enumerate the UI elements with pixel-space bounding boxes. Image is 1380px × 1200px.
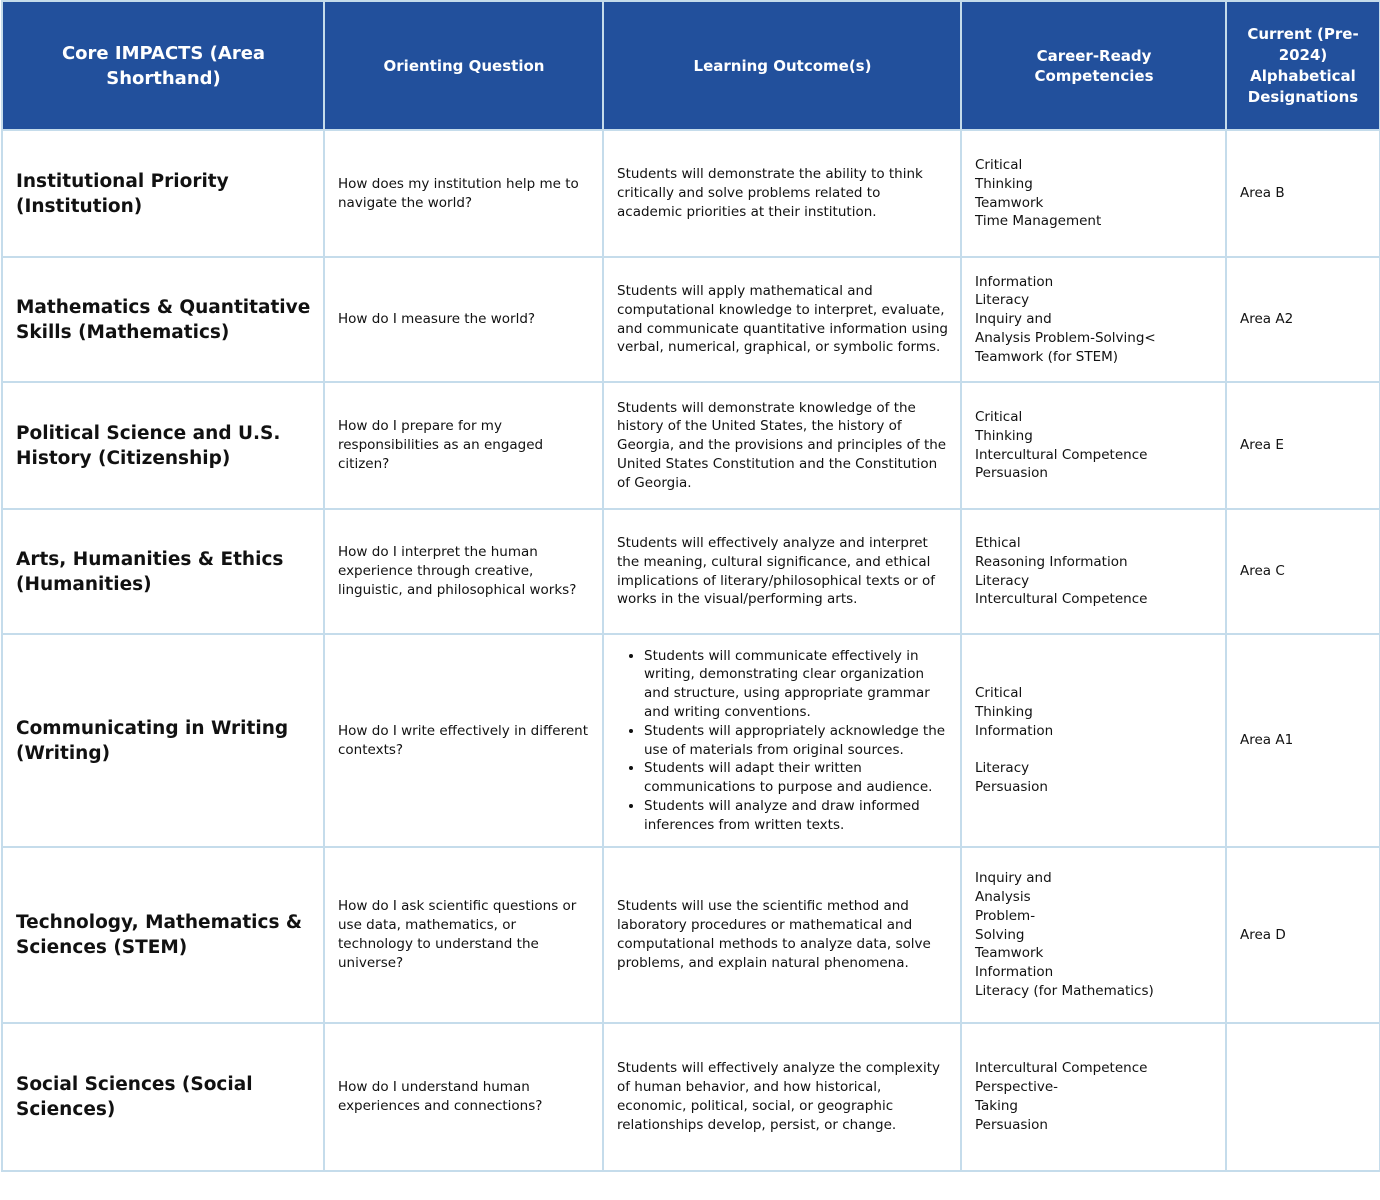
outcome-bullet: • Students will adapt their written communications to purpose and audience.: [644, 759, 948, 797]
competency-line: Ethical: [975, 534, 1021, 551]
competency-line: Solving: [975, 926, 1025, 943]
orienting-question: How does my institution help me to navigate the world?: [324, 130, 603, 257]
orienting-question: How do I interpret the human experience through creative, linguistic, and philosophical works?: [324, 509, 603, 634]
competency-line: Thinking: [975, 427, 1033, 444]
area-name: Mathematics & Quantitative Skills (Mathematics): [2, 257, 324, 382]
learning-outcome: Students will demonstrate knowledge of the history of the United States, the history of Georgia, and the provisions and principles of the United States Constitution and the Constitution of Georgia.: [603, 382, 961, 509]
orienting-question: How do I prepare for my responsibilities as an engaged citizen?: [324, 382, 603, 509]
competency-line: Literacy: [975, 760, 1030, 777]
table-row: [2, 130, 1380, 257]
competency-line: Information: [975, 722, 1054, 739]
competencies: [961, 257, 1226, 382]
competency-line: Critical: [975, 156, 1023, 173]
competency-line: Critical: [975, 408, 1023, 425]
outcome-bullet: • Students will appropriately acknowledge the use of materials from original sources.: [644, 722, 948, 760]
competency-line: Teamwork (for STEM): [975, 348, 1119, 365]
competency-line: Time Management: [975, 213, 1102, 230]
orienting-question: How do I understand human experiences and connections?: [324, 1023, 603, 1171]
orienting-question: How do I measure the world?: [324, 257, 603, 382]
competency-line: Intercultural Competence: [975, 591, 1148, 608]
outcome-bullet: • Students will communicate effectively in writing, demonstrating clear organization and structure, using appropriate grammar and writing conventions.: [644, 647, 948, 722]
learning-outcome: Students will use the scientific method and laboratory procedures or mathematical and computational methods to analyze data, solve problems, and explain natural phenomena.: [603, 847, 961, 1023]
competency-line: Inquiry and: [975, 870, 1052, 887]
competencies: [961, 130, 1226, 257]
competency-line: Intercultural Competence: [975, 446, 1148, 463]
area-name: Technology, Mathematics & Sciences (STEM): [2, 847, 324, 1023]
learning-outcome: [603, 634, 961, 847]
orienting-question: How do I ask scientific questions or use data, mathematics, or technology to understand the universe?: [324, 847, 603, 1023]
competency-line: Persuasion: [975, 465, 1048, 482]
header-outcome: Learning Outcome(s): [603, 1, 961, 130]
area-name: Arts, Humanities & Ethics (Humanities): [2, 509, 324, 634]
table-row: [2, 1023, 1380, 1171]
competency-line: Persuasion: [975, 779, 1048, 796]
competency-line: Problem-: [975, 907, 1036, 924]
designation: Area B: [1226, 130, 1380, 257]
competency-line: Thinking: [975, 703, 1033, 720]
competency-line: Perspective-: [975, 1079, 1059, 1096]
header-competencies: Career-Ready Competencies: [961, 1, 1226, 130]
competency-line: Reasoning Information: [975, 553, 1128, 570]
competencies: [961, 1023, 1226, 1171]
competency-line: Critical: [975, 685, 1023, 702]
designation: [1226, 1023, 1380, 1171]
competency-line: Thinking: [975, 175, 1033, 192]
outcome-bullet: • Students will analyze and draw informed inferences from written texts.: [644, 797, 948, 835]
learning-outcome: Students will effectively analyze and interpret the meaning, cultural significance, and ethical implications of literary/philosophical texts or of works in the visual/performing arts.: [603, 509, 961, 634]
designation: Area E: [1226, 382, 1380, 509]
competency-line: Literacy: [975, 292, 1030, 309]
learning-outcome: Students will effectively analyze the complexity of human behavior, and how historical, economic, political, social, or geographic relationships develop, persist, or change.: [603, 1023, 961, 1171]
competencies: [961, 847, 1226, 1023]
table-row: [2, 847, 1380, 1023]
competency-line: Intercultural Competence: [975, 1060, 1148, 1077]
table-row: [2, 634, 1380, 847]
designation: Area A2: [1226, 257, 1380, 382]
table-row: [2, 257, 1380, 382]
header-area: Core IMPACTS (Area Shorthand): [2, 1, 324, 130]
competency-line: [975, 741, 1213, 760]
table-row: [2, 509, 1380, 634]
header-row: [2, 1, 1380, 130]
orienting-question: How do I write effectively in different contexts?: [324, 634, 603, 847]
core-impacts-table: [1, 0, 1380, 1172]
designation: Area C: [1226, 509, 1380, 634]
competencies: [961, 509, 1226, 634]
competency-line: Analysis Problem-Solving<: [975, 329, 1156, 346]
competency-line: Taking: [975, 1098, 1018, 1114]
learning-outcome: Students will apply mathematical and computational knowledge to interpret, evaluate, and communicate quantitative information using verbal, numerical, graphical, or symbolic forms.: [603, 257, 961, 382]
competency-line: Teamwork: [975, 194, 1044, 211]
outcome-list: [617, 647, 948, 835]
competency-line: Information: [975, 273, 1054, 290]
competency-line: Analysis: [975, 889, 1031, 905]
area-name: Social Sciences (Social Sciences): [2, 1023, 324, 1171]
competency-line: Information: [975, 964, 1054, 981]
competency-line: Literacy (for Mathematics): [975, 982, 1154, 999]
competency-line: Persuasion: [975, 1116, 1048, 1133]
competencies: [961, 634, 1226, 847]
table-row: [2, 382, 1380, 509]
learning-outcome: Students will demonstrate the ability to think critically and solve problems related to academic priorities at their institution.: [603, 130, 961, 257]
designation: Area D: [1226, 847, 1380, 1023]
header-designation: Current (Pre-2024) Alphabetical Designations: [1226, 1, 1380, 130]
competency-line: Literacy: [975, 572, 1030, 589]
competency-line: Inquiry and: [975, 311, 1052, 328]
area-name: Institutional Priority (Institution): [2, 130, 324, 257]
area-name: Communicating in Writing (Writing): [2, 634, 324, 847]
header-question: Orienting Question: [324, 1, 603, 130]
competencies: [961, 382, 1226, 509]
designation: Area A1: [1226, 634, 1380, 847]
competency-line: Teamwork: [975, 945, 1044, 962]
area-name: Political Science and U.S. History (Citizenship): [2, 382, 324, 509]
